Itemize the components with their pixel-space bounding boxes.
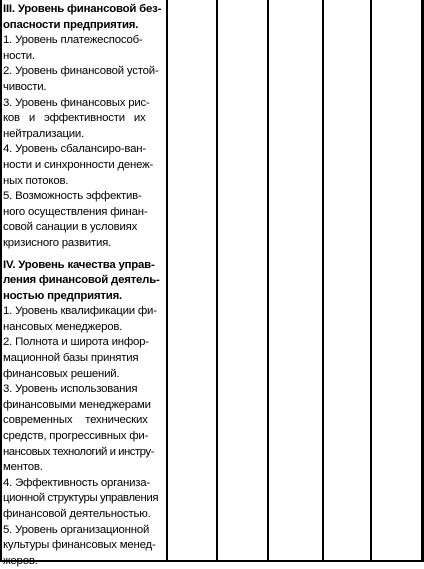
item-line: ционной структуры управления — [3, 492, 159, 505]
item-line: мационной базы принятия — [3, 352, 139, 365]
item-line: средств, прогрессивных фи- — [3, 430, 149, 443]
item-line: культуры финансовых менед- — [3, 539, 156, 552]
item-line: 1. Уровень квалификации фи- — [3, 305, 157, 318]
column-divider-2 — [216, 0, 218, 562]
column-divider-5 — [370, 0, 372, 562]
criteria-cell — [3, 2, 165, 569]
item-line: финансовой деятельностью. — [3, 508, 151, 520]
item-line: нейтрализации. — [3, 127, 85, 140]
section-4-heading-line: IV. Уровень качества управ- — [3, 258, 155, 271]
item-line: ков и эффективности их — [3, 112, 146, 125]
item-line: современных технических — [3, 414, 148, 427]
section-4-item-1 — [3, 304, 165, 335]
column-divider-1 — [166, 0, 168, 562]
item-line: 4. Эффективность организа- — [3, 476, 151, 489]
section-4-heading — [3, 258, 165, 305]
section-4-item-2 — [3, 335, 165, 382]
section-3-heading-line: опасности предприятия. — [3, 18, 139, 31]
section-3-item-2 — [3, 64, 165, 95]
item-line: кризисного развития. — [3, 236, 112, 249]
item-line: ного осуществления финан- — [3, 205, 148, 218]
item-line: совой санации в условиях — [3, 221, 138, 234]
item-line: ности. — [3, 49, 35, 62]
item-line: 3. Уровень использования — [3, 383, 138, 396]
item-line: чивости. — [3, 80, 47, 93]
section-3-item-3 — [3, 96, 165, 143]
item-line: 5. Уровень организационной — [3, 523, 150, 536]
section-3-item-1 — [3, 33, 165, 64]
item-line: 2. Уровень финансовой устой- — [3, 65, 159, 78]
item-line: финансовых решений. — [3, 367, 120, 380]
item-line: 2. Полнота и широта инфор- — [3, 336, 149, 349]
section-3-item-4 — [3, 142, 165, 189]
section-4-heading-line: ления финансовой деятель- — [3, 274, 160, 287]
section-4-item-5 — [3, 523, 165, 569]
item-line: 4. Уровень сбалансиро-ван- — [3, 143, 146, 156]
item-line: жеров. — [3, 554, 38, 567]
section-4-item-3 — [3, 382, 165, 476]
section-4-heading-line: ностью предприятия. — [3, 289, 122, 302]
section-3-item-5 — [3, 189, 165, 251]
column-divider-4 — [322, 0, 324, 562]
item-line: нансовых технологий и инстру- — [3, 445, 154, 458]
item-line: ментов. — [3, 461, 43, 474]
item-line: ных потоков. — [3, 174, 69, 187]
section-3-heading-line: III. Уровень финансовой без- — [3, 3, 162, 15]
item-line: 1. Уровень платежеспособ- — [3, 34, 143, 47]
item-line: нансовых менеджеров. — [3, 320, 123, 333]
item-line: ности и синхронности денеж- — [3, 158, 154, 171]
section-3-heading — [3, 2, 165, 33]
item-line: финансовыми менеджерами — [3, 398, 151, 411]
section-4-item-4 — [3, 476, 165, 523]
table-border-left — [0, 0, 2, 562]
column-divider-3 — [267, 0, 269, 562]
item-line: 3. Уровень финансовых рис- — [3, 96, 150, 109]
item-line: 5. Возможность эффектив- — [3, 190, 142, 203]
